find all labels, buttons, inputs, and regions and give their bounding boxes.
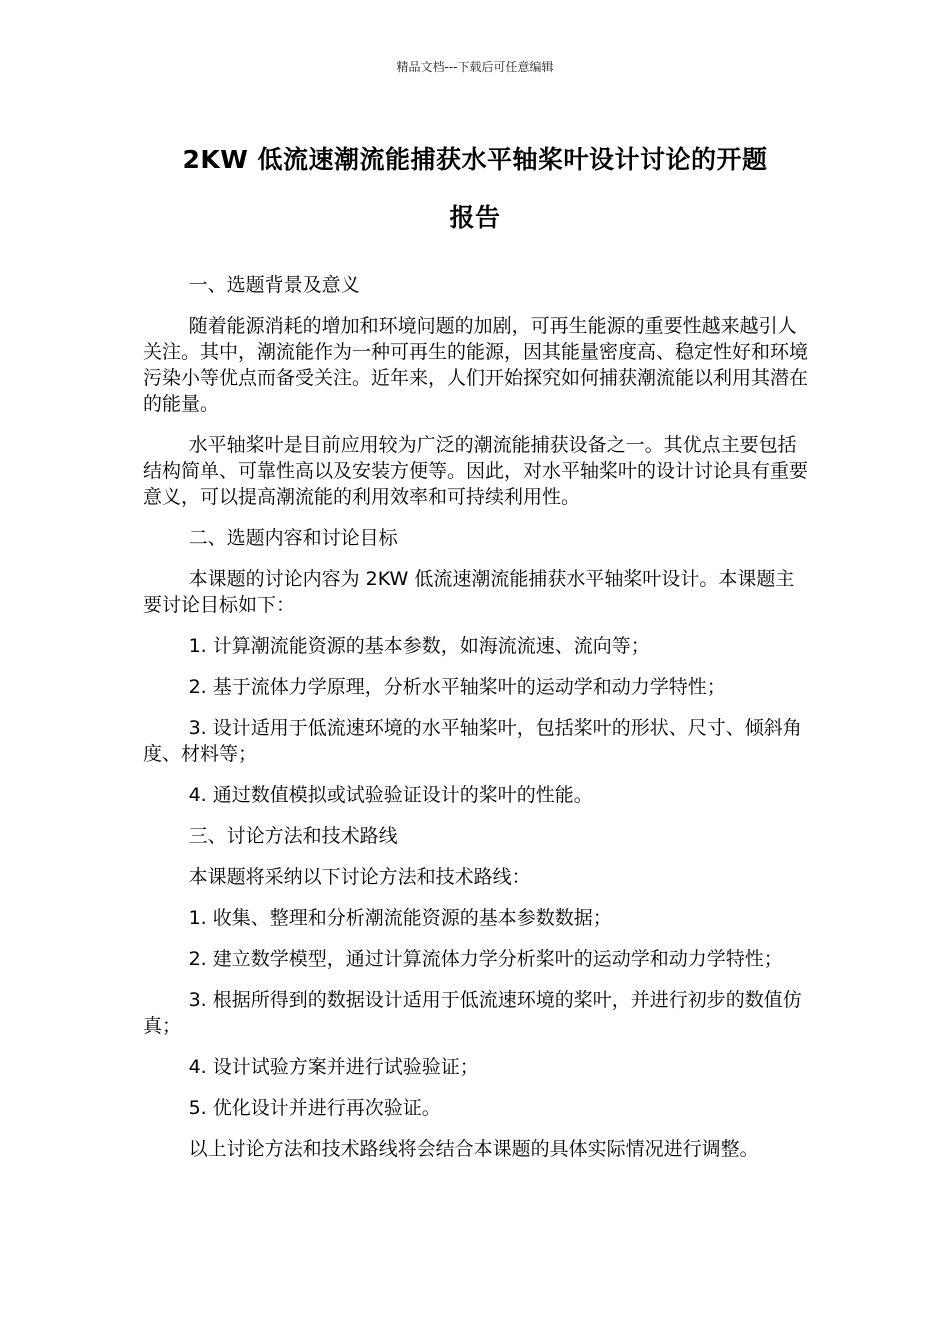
body-paragraph: 水平轴桨叶是目前应用较为广泛的潮流能捕获设备之一。其优点主要包括结构简单、可靠性高以及安装方便等。因此，对水平轴桨叶的设计讨论具有重要意义，可以提高潮流能的利用效率和可持续利用性。 — [143, 434, 809, 508]
section-heading: 一、选题背景及意义 — [188, 274, 360, 296]
list-item: 4. 通过数值模拟或试验验证设计的桨叶的性能。 — [188, 784, 593, 806]
page-header: 精品文档---下载后可任意编辑 — [396, 60, 554, 74]
list-item: 1. 计算潮流能资源的基本参数，如海流流速、流向等； — [188, 635, 650, 657]
body-paragraph: 随着能源消耗的增加和环境问题的加剧，可再生能源的重要性越来越引人关注。其中，潮流能作为一种可再生的能源，因其能量密度高、稳定性好和环境污染小等优点而备受关注。近年来，人们开始探究如何捕获潮流能以利用其潜在的能量。 — [143, 315, 809, 415]
body-paragraph: 本课题将采纳以下讨论方法和技术路线： — [188, 866, 531, 888]
section-heading: 二、选题内容和讨论目标 — [188, 527, 398, 549]
document-body — [143, 272, 809, 1177]
list-item: 1. 收集、整理和分析潮流能资源的基本参数数据； — [188, 907, 612, 929]
section-heading: 三、讨论方法和技术路线 — [188, 825, 398, 847]
list-item: 2. 建立数学模型，通过计算流体力学分析桨叶的运动学和动力学特性； — [188, 948, 783, 970]
list-item: 3. 设计适用于低流速环境的水平轴桨叶，包括桨叶的形状、尺寸、倾斜角度、材料等； — [143, 717, 802, 765]
list-item: 3. 根据所得到的数据设计适用于低流速环境的桨叶，并进行初步的数值仿真； — [143, 989, 802, 1037]
document-title-line-2: 报告 — [449, 203, 501, 232]
document-title-line-1: 2KW 低流速潮流能捕获水平轴桨叶设计讨论的开题 — [182, 145, 768, 174]
list-item: 5. 优化设计并进行再次验证。 — [188, 1097, 441, 1119]
list-item: 4. 设计试验方案并进行试验验证； — [188, 1056, 479, 1078]
list-item: 2. 基于流体力学原理，分析水平轴桨叶的运动学和动力学特性； — [188, 676, 726, 698]
body-paragraph: 以上讨论方法和技术路线将会结合本课题的具体实际情况进行调整。 — [188, 1138, 759, 1160]
body-paragraph: 本课题的讨论内容为 2KW 低流速潮流能捕获水平轴桨叶设计。本课题主要讨论目标如下： — [143, 568, 795, 616]
